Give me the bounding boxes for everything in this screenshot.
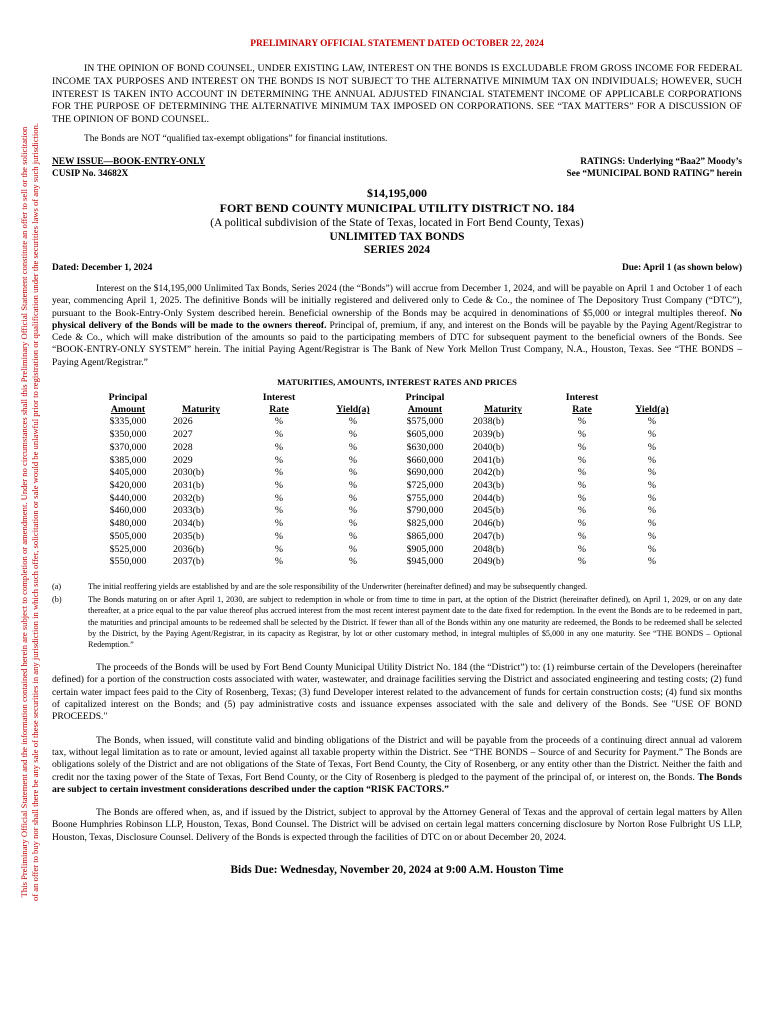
interest-text-bold: No physical delivery of the Bonds will be made to the owners thereof. xyxy=(52,307,742,331)
cell-interest-rate: % xyxy=(274,530,284,542)
cusip-ratings-row xyxy=(52,168,742,180)
cell-principal-amount: $440,000 xyxy=(109,492,147,504)
cell-interest-rate: % xyxy=(274,492,284,504)
cell-yield-2: % xyxy=(647,454,657,466)
cell-interest-rate: % xyxy=(274,556,284,568)
cell-maturity: 2028 xyxy=(173,441,193,453)
cell-yield-2: % xyxy=(647,518,657,530)
cell-yield: % xyxy=(348,492,358,504)
cell-maturity-2: 2045(b) xyxy=(473,505,505,517)
footnotes xyxy=(52,581,742,650)
cell-maturity-2: 2043(b) xyxy=(473,480,505,491)
cell-yield-2: % xyxy=(647,530,657,542)
cell-principal-amount: $505,000 xyxy=(109,530,147,542)
obligations-paragraph xyxy=(52,735,742,796)
cell-interest-rate-2: % xyxy=(577,441,587,453)
cell-yield: % xyxy=(348,518,358,530)
cell-yield: % xyxy=(348,441,358,453)
footnote-a xyxy=(52,581,742,592)
cell-yield-2: % xyxy=(647,467,657,479)
cell-interest-rate-2: % xyxy=(577,480,587,491)
cell-maturity: 2032(b) xyxy=(173,492,205,504)
cell-maturity: 2035(b) xyxy=(173,530,205,542)
cell-maturity-2: 2039(b) xyxy=(473,429,505,441)
cusip-label: CUSIP No. 34682X xyxy=(52,169,129,180)
cell-principal-amount-2: $945,000 xyxy=(406,556,444,568)
cell-interest-rate-2: % xyxy=(577,530,587,542)
offering-paragraph: The Bonds are offered when, as, and if issued by the District, subject to approval by the Attorney General of Texas and the approval of certain legal matters by Allen Boone Humphries Robinson LLP, Houston, Texas, Bond Counsel. The District will be advised on certain legal matters concerning disclosure by Norton Rose Fulbright US LLP, Houston, Texas, Disclosure Counsel. Delivery of the Bonds is expected through the facilities of DTC on or about December 20, 2024. xyxy=(52,807,742,843)
use-of-proceeds-paragraph: The proceeds of the Bonds will be used by Fort Bend County Municipal Utility District No. 184 (the “District”) to: (1) reimburse certain of the Developers (hereinafter defined) for a portion of the construction costs associated with water, wastewater, and drainage facilities serving the District and associated engineering and testing costs; (2) fund certain water impact fees paid to the City of Rosenberg, Texas; (3) fund Developer interest related to the advancement of funds for certain construction costs; (4) fund six months of capitalized interest on the Bonds; and (5) pay administrative costs and issuance expenses associated with the sale and delivery of the Bonds. See "USE OF BOND PROCEEDS." xyxy=(52,662,742,723)
issue-ratings-row xyxy=(52,156,742,168)
col-yield: Yield(a) xyxy=(336,404,370,416)
new-issue-label: NEW ISSUE—BOOK-ENTRY-ONLY xyxy=(52,156,206,167)
cell-maturity-2: 2047(b) xyxy=(473,530,505,542)
cell-interest-rate: % xyxy=(274,416,284,428)
dated-label: Dated: December 1, 2024 xyxy=(52,262,153,273)
cell-principal-amount: $480,000 xyxy=(109,518,147,530)
side-legend-text xyxy=(19,32,41,992)
cell-interest-rate: % xyxy=(274,441,284,453)
maturity-row xyxy=(97,505,687,518)
footnote-b xyxy=(52,594,742,650)
cell-yield-2: % xyxy=(647,505,657,517)
maturity-row xyxy=(97,455,687,468)
cell-maturity-2: 2044(b) xyxy=(473,492,505,504)
due-label: Due: April 1 (as shown below) xyxy=(621,262,742,273)
cell-maturity: 2037(b) xyxy=(173,556,205,568)
col-maturity-2: Maturity xyxy=(483,404,523,416)
maturity-row xyxy=(97,429,687,442)
side-legend-line-1: This Preliminary Official Statement and the information contained herein are subject to completion or amendment. Under no circumstances shall this Preliminary Official Statement constitute an offer to sell or the solicitation xyxy=(19,126,29,898)
cell-principal-amount-2: $690,000 xyxy=(406,467,444,479)
footnote-b-mark: (b) xyxy=(52,595,62,605)
cell-principal-amount: $385,000 xyxy=(109,454,147,466)
cell-maturity: 2027 xyxy=(173,429,193,441)
cell-yield-2: % xyxy=(647,556,657,568)
maturities-body xyxy=(97,416,687,568)
cell-interest-rate-2: % xyxy=(577,429,587,441)
bids-due: Bids Due: Wednesday, November 20, 2024 at 9:00 A.M. Houston Time xyxy=(230,864,564,876)
district-name: FORT BEND COUNTY MUNICIPAL UTILITY DISTRICT NO. 184 xyxy=(219,200,575,215)
col-interest-rate: Interest Rate xyxy=(262,392,296,416)
risk-factors-text: The Bonds are subject to certain investment considerations described under the caption “RISK FACTORS.” xyxy=(52,771,743,795)
cell-principal-amount-2: $905,000 xyxy=(406,543,444,555)
cell-maturity: 2029 xyxy=(173,454,193,466)
issue-amount: $14,195,000 xyxy=(367,185,427,200)
cell-principal-amount: $460,000 xyxy=(109,505,147,517)
document-page xyxy=(52,38,742,876)
cell-principal-amount: $350,000 xyxy=(109,429,147,441)
cell-principal-amount-2: $825,000 xyxy=(406,518,444,530)
cell-yield: % xyxy=(348,467,358,479)
maturities-title: MATURITIES, AMOUNTS, INTEREST RATES AND PRICES xyxy=(277,377,517,388)
cell-principal-amount-2: $865,000 xyxy=(406,530,444,542)
footnote-a-text: The initial reoffering yields are established by and are the sole responsibility of the Underwriter (hereinafter defined) and may be subsequently changed. xyxy=(88,581,588,591)
cell-maturity: 2030(b) xyxy=(173,467,205,479)
cell-interest-rate: % xyxy=(274,505,284,517)
cell-principal-amount-2: $725,000 xyxy=(406,480,444,491)
interest-text-a: Interest on the $14,195,000 Unlimited Tax Bonds, Series 2024 (the “Bonds”) will accrue from December 1, 2024, and will be payable on April 1 and October 1 of each year, commencing April 1, 2025. The definitive Bonds will be initially registered and delivered only to Cede & Co., the nominee of The Depository Trust Company (“DTC”), pursuant to the Book-Entry-Only System described herein. Beneficial ownership of the Bonds may be acquired in denominations of $5,000 or integral multiples thereof. xyxy=(52,283,742,319)
cell-maturity: 2026 xyxy=(173,416,193,428)
cell-yield-2: % xyxy=(647,480,657,491)
cell-maturity: 2034(b) xyxy=(173,518,205,530)
cell-interest-rate: % xyxy=(274,454,284,466)
col-yield-2: Yield(a) xyxy=(635,404,669,416)
cell-interest-rate-2: % xyxy=(577,518,587,530)
district-subdivision: (A political subdivision of the State of Texas, located in Fort Bend County, Texas) xyxy=(210,216,584,229)
maturity-row xyxy=(97,556,687,569)
cell-maturity-2: 2042(b) xyxy=(473,467,505,479)
dated-due-row xyxy=(52,262,742,274)
cell-yield: % xyxy=(348,505,358,517)
qualified-tax-exempt-note: The Bonds are NOT “qualified tax-exempt obligations” for financial institutions. xyxy=(84,134,388,145)
cell-yield-2: % xyxy=(647,543,657,555)
cell-yield: % xyxy=(348,454,358,466)
cell-principal-amount-2: $630,000 xyxy=(406,441,444,453)
bonds-title: UNLIMITED TAX BONDS xyxy=(329,230,465,243)
cell-maturity-2: 2040(b) xyxy=(473,441,505,453)
cell-principal-amount-2: $790,000 xyxy=(406,505,444,517)
side-legend-line-2: of an offer to buy nor shall there be any sale of these securities in any jurisdiction in which such offer, solicitation or sale would be unlawful prior to registration or qualification under the securities laws of any such jurisdiction. xyxy=(30,122,40,902)
obligations-text: The Bonds, when issued, will constitute valid and binding obligations of the District and will be payable from the proceeds of a continuing direct annual ad valorem tax, without legal limitation as to rate or amount, levied against all taxable property within the District. See “THE BONDS – Source of and Security for Payment.” The Bonds are obligations solely of the District and are not obligations of the State of Texas, Fort Bend County, the City of Rosenberg, or any entity other than the District. Neither the faith and credit nor the taxing power of the State of Texas, Fort Bend County, or the City of Rosenberg is pledged to the payment of the principal of, or interest on, the Bonds. xyxy=(52,734,742,783)
maturity-row xyxy=(97,480,687,493)
cell-interest-rate-2: % xyxy=(577,416,587,428)
col-principal-amount-2: Principal Amount xyxy=(405,392,445,416)
cell-principal-amount-2: $755,000 xyxy=(406,492,444,504)
side-legend xyxy=(0,0,60,1024)
col-principal-amount: Principal Amount xyxy=(108,392,148,416)
cell-yield: % xyxy=(348,530,358,542)
cell-yield: % xyxy=(348,543,358,555)
cell-yield: % xyxy=(348,429,358,441)
cell-principal-amount: $550,000 xyxy=(109,556,147,568)
interest-paragraph xyxy=(52,283,742,369)
cell-interest-rate: % xyxy=(274,480,284,491)
bonds-series: SERIES 2024 xyxy=(363,244,431,257)
maturity-row xyxy=(97,544,687,557)
cell-principal-amount: $335,000 xyxy=(109,416,147,428)
cell-interest-rate: % xyxy=(274,543,284,555)
cell-yield-2: % xyxy=(647,416,657,428)
cell-yield: % xyxy=(348,416,358,428)
cell-interest-rate-2: % xyxy=(577,492,587,504)
cell-maturity-2: 2048(b) xyxy=(473,543,505,555)
cell-yield: % xyxy=(348,480,358,491)
cell-principal-amount-2: $660,000 xyxy=(406,454,444,466)
maturity-row xyxy=(97,493,687,506)
cell-yield: % xyxy=(348,556,358,568)
cell-principal-amount: $420,000 xyxy=(109,480,147,491)
col-interest-rate-2: Interest Rate xyxy=(565,392,599,416)
cell-interest-rate-2: % xyxy=(577,543,587,555)
cell-interest-rate: % xyxy=(274,518,284,530)
cell-interest-rate: % xyxy=(274,467,284,479)
maturity-row xyxy=(97,518,687,531)
maturity-row xyxy=(97,442,687,455)
cell-interest-rate-2: % xyxy=(577,556,587,568)
footnote-b-text: The Bonds maturing on or after April 1, 2030, are subject to redemption in whole or from time to time in part, at the option of the District (hereinafter defined), on April 1, 2029, or on any date thereafter, at a price equal to the par value thereof plus accrued interest from the most recent interest payment date to the date fixed for redemption. In the event the Bonds are to be redeemed in part, the maturities and principal amounts to be redeemed shall be selected by the District. If fewer than all of the Bonds within any one maturity are redeemed, the Bonds to be redeemed shall be selected by the District, by the Paying Agent/Registrar, in its capacity as Registrar, by lot or other customary method, in integral multiples of $5,000 in any one maturity. See “THE BONDS – Optional Redemption.” xyxy=(88,595,742,649)
tax-opinion-paragraph: IN THE OPINION OF BOND COUNSEL, UNDER EXISTING LAW, INTEREST ON THE BONDS IS EXCLUDABLE FROM GROSS INCOME FOR FEDERAL INCOME TAX PURPOSES AND INTEREST ON THE BONDS IS NOT SUBJECT TO THE ALTERNATIVE MINIMUM TAX ON INDIVIDUALS; HOWEVER, SUCH INTEREST IS TAKEN INTO ACCOUNT IN DETERMINING THE ANNUAL ADJUSTED FINANCIAL STATEMENT INCOME OF APPLICABLE CORPORATIONS FOR THE PURPOSE OF DETERMINING THE ALTERNATIVE MINIMUM TAX IMPOSED ON CORPORATIONS. SEE “TAX MATTERS” FOR A DISCUSSION OF THE OPINION OF BOND COUNSEL. xyxy=(52,63,742,125)
cell-maturity-2: 2038(b) xyxy=(473,416,505,428)
col-maturity: Maturity xyxy=(181,404,221,416)
cell-principal-amount-2: $575,000 xyxy=(406,416,444,428)
footnote-a-mark: (a) xyxy=(52,581,62,591)
interest-text-b: Principal of, premium, if any, and interest on the Bonds will be payable by the Paying Agent/Registrar to Cede & Co., which will make distribution of the amounts so paid to the participating members of DTC for subsequent payment to the beneficial owners of the Bonds. See “BOOK-ENTRY-ONLY SYSTEM” herein. The initial Paying Agent/Registrar is The Bank of New York Mellon Trust Company, N.A., Houston, Texas. See “THE BONDS – Paying Agent/Registrar.” xyxy=(52,319,742,368)
cell-principal-amount: $525,000 xyxy=(109,543,147,555)
cell-interest-rate-2: % xyxy=(577,467,587,479)
cell-yield-2: % xyxy=(647,492,657,504)
cell-interest-rate: % xyxy=(274,429,284,441)
cell-maturity: 2031(b) xyxy=(173,480,205,491)
cell-principal-amount: $370,000 xyxy=(109,441,147,453)
cell-principal-amount-2: $605,000 xyxy=(406,429,444,441)
cell-maturity: 2036(b) xyxy=(173,543,205,555)
cell-maturity-2: 2046(b) xyxy=(473,518,505,530)
cell-interest-rate-2: % xyxy=(577,505,587,517)
maturities-table xyxy=(97,392,687,568)
maturity-row xyxy=(97,531,687,544)
cell-maturity-2: 2049(b) xyxy=(473,556,505,568)
cell-principal-amount: $405,000 xyxy=(109,467,147,479)
maturity-row xyxy=(97,416,687,429)
preliminary-banner: PRELIMINARY OFFICIAL STATEMENT DATED OCTOBER 22, 2024 xyxy=(250,39,544,49)
maturity-row xyxy=(97,467,687,480)
cell-maturity: 2033(b) xyxy=(173,505,205,517)
cell-maturity-2: 2041(b) xyxy=(473,454,505,466)
cell-yield-2: % xyxy=(647,441,657,453)
cell-yield-2: % xyxy=(647,429,657,441)
ratings-reference: See “MUNICIPAL BOND RATING” herein xyxy=(566,169,742,180)
maturities-header-row xyxy=(97,392,687,416)
ratings-label: RATINGS: Underlying “Baa2” Moody’s xyxy=(580,156,742,167)
cell-interest-rate-2: % xyxy=(577,454,587,466)
